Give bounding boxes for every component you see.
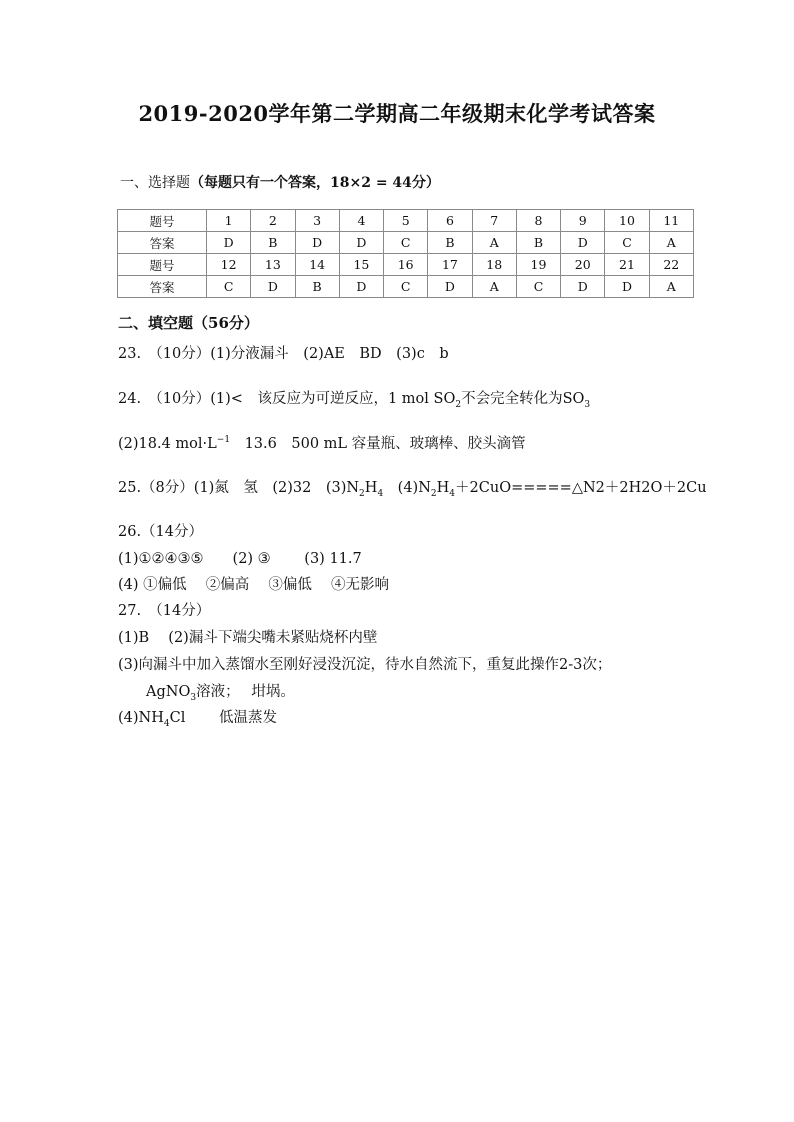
answer-q27-3b xyxy=(146,680,295,703)
q24-text-a: 24. （10分）(1)< 该反应为可逆反应，1 mol SO xyxy=(118,391,456,407)
answer-q26-4: (4) ①偏低 ②偏高 ③偏低 ④无影响 xyxy=(118,577,389,593)
table-row-label: 题号 xyxy=(118,210,207,232)
table-cell: A xyxy=(649,276,693,298)
page-title: 2019-2020学年第二学期高二年级期末化学考试答案 xyxy=(138,101,656,126)
table-row-label: 题号 xyxy=(118,254,207,276)
table-cell: D xyxy=(339,232,383,254)
q25-text-c: (4)N xyxy=(383,480,431,496)
q25-text-d: H xyxy=(436,480,450,496)
section-choice-note: （每题只有一个答案，18×2 = 44分） xyxy=(190,175,440,191)
answer-q24-1 xyxy=(118,387,590,410)
q25-sub-2: 4 xyxy=(377,488,384,499)
answer-q26-1: (1)①②④③⑤ (2) ③ (3) 11.7 xyxy=(118,551,362,567)
table-cell: 20 xyxy=(561,254,605,276)
table-cell: C xyxy=(384,276,428,298)
q27-3b-text-b: 溶液； 坩埚。 xyxy=(196,684,295,700)
table-cell: 19 xyxy=(516,254,560,276)
q25-sub-1: 2 xyxy=(359,488,365,499)
q25-sub-3: 2 xyxy=(430,488,437,499)
table-cell: D xyxy=(561,276,605,298)
table-cell: 5 xyxy=(384,210,428,232)
section-choice-heading xyxy=(120,172,440,192)
table-cell: B xyxy=(428,232,472,254)
section-fill-heading: 二、填空题（56分） xyxy=(118,314,259,332)
table-answer-row xyxy=(118,276,694,298)
table-number-row xyxy=(118,210,694,232)
table-answer-row xyxy=(118,232,694,254)
q24-text-b: 不会完全转化为SO xyxy=(461,391,585,407)
table-cell: 9 xyxy=(561,210,605,232)
q24-2-sup: −1 xyxy=(216,435,231,446)
answer-table xyxy=(117,209,694,298)
table-cell: C xyxy=(206,276,250,298)
q25-text-b: H xyxy=(364,480,378,496)
table-row-label: 答案 xyxy=(118,276,207,298)
table-cell: D xyxy=(206,232,250,254)
table-cell: 4 xyxy=(339,210,383,232)
table-cell: 13 xyxy=(251,254,295,276)
table-cell: 6 xyxy=(428,210,472,232)
table-cell: 2 xyxy=(251,210,295,232)
table-cell: 15 xyxy=(339,254,383,276)
table-cell: D xyxy=(561,232,605,254)
q25-sub-4: 4 xyxy=(449,488,456,499)
table-cell: 7 xyxy=(472,210,516,232)
q24-2-text-b: 13.6 500 mL 容量瓶、玻璃棒、胶头滴管 xyxy=(230,436,526,452)
table-cell: B xyxy=(251,232,295,254)
q25-text-a: 25.（8分）(1)氮 氢 (2)32 (3)N xyxy=(118,480,360,496)
q24-sub-1: 2 xyxy=(455,399,462,410)
q27-3b-sub: 3 xyxy=(190,692,197,703)
table-cell: 11 xyxy=(649,210,693,232)
table-cell: 3 xyxy=(295,210,339,232)
answer-q27-3: (3)向漏斗中加入蒸馏水至刚好浸没沉淀，待水自然流下，重复此操作2-3次； xyxy=(118,657,612,673)
table-cell: A xyxy=(472,276,516,298)
table-cell: 17 xyxy=(428,254,472,276)
table-cell: 14 xyxy=(295,254,339,276)
table-cell: A xyxy=(472,232,516,254)
table-cell: 1 xyxy=(206,210,250,232)
table-cell: 12 xyxy=(206,254,250,276)
table-cell: D xyxy=(339,276,383,298)
table-cell: B xyxy=(516,232,560,254)
answer-q27-1: (1)B (2)漏斗下端尖嘴未紧贴烧杯内壁 xyxy=(118,630,378,646)
answer-q27-4 xyxy=(118,706,277,729)
table-cell: 21 xyxy=(605,254,649,276)
table-cell: 18 xyxy=(472,254,516,276)
answer-q24-2 xyxy=(118,432,526,453)
table-row-label: 答案 xyxy=(118,232,207,254)
table-cell: D xyxy=(605,276,649,298)
answer-q23: 23. （10分）(1)分液漏斗 (2)AE BD (3)c b xyxy=(118,346,449,362)
table-cell: B xyxy=(295,276,339,298)
section-choice-label: 一、选择题 xyxy=(120,175,190,191)
q27-3b-text-a: AgNO xyxy=(146,684,191,700)
table-cell: D xyxy=(251,276,295,298)
table-cell: C xyxy=(516,276,560,298)
table-cell: 10 xyxy=(605,210,649,232)
answer-q26: 26.（14分） xyxy=(118,524,204,540)
table-cell: A xyxy=(649,232,693,254)
q27-4-text-b: Cl 低温蒸发 xyxy=(169,710,277,726)
answer-q25 xyxy=(118,476,707,499)
q25-text-e: ＋2CuO=====△N2＋2H2O＋2Cu xyxy=(455,480,707,496)
table-cell: 16 xyxy=(384,254,428,276)
table-cell: D xyxy=(295,232,339,254)
table-cell: C xyxy=(605,232,649,254)
table-cell: C xyxy=(384,232,428,254)
table-cell: 8 xyxy=(516,210,560,232)
table-number-row xyxy=(118,254,694,276)
answer-q27: 27. （14分） xyxy=(118,603,211,619)
table-cell: D xyxy=(428,276,472,298)
q27-4-text-a: (4)NH xyxy=(118,710,164,726)
q27-4-sub: 4 xyxy=(163,718,170,729)
q24-2-text-a: (2)18.4 mol·L xyxy=(118,436,217,452)
table-cell: 22 xyxy=(649,254,693,276)
q24-sub-2: 3 xyxy=(584,399,591,410)
